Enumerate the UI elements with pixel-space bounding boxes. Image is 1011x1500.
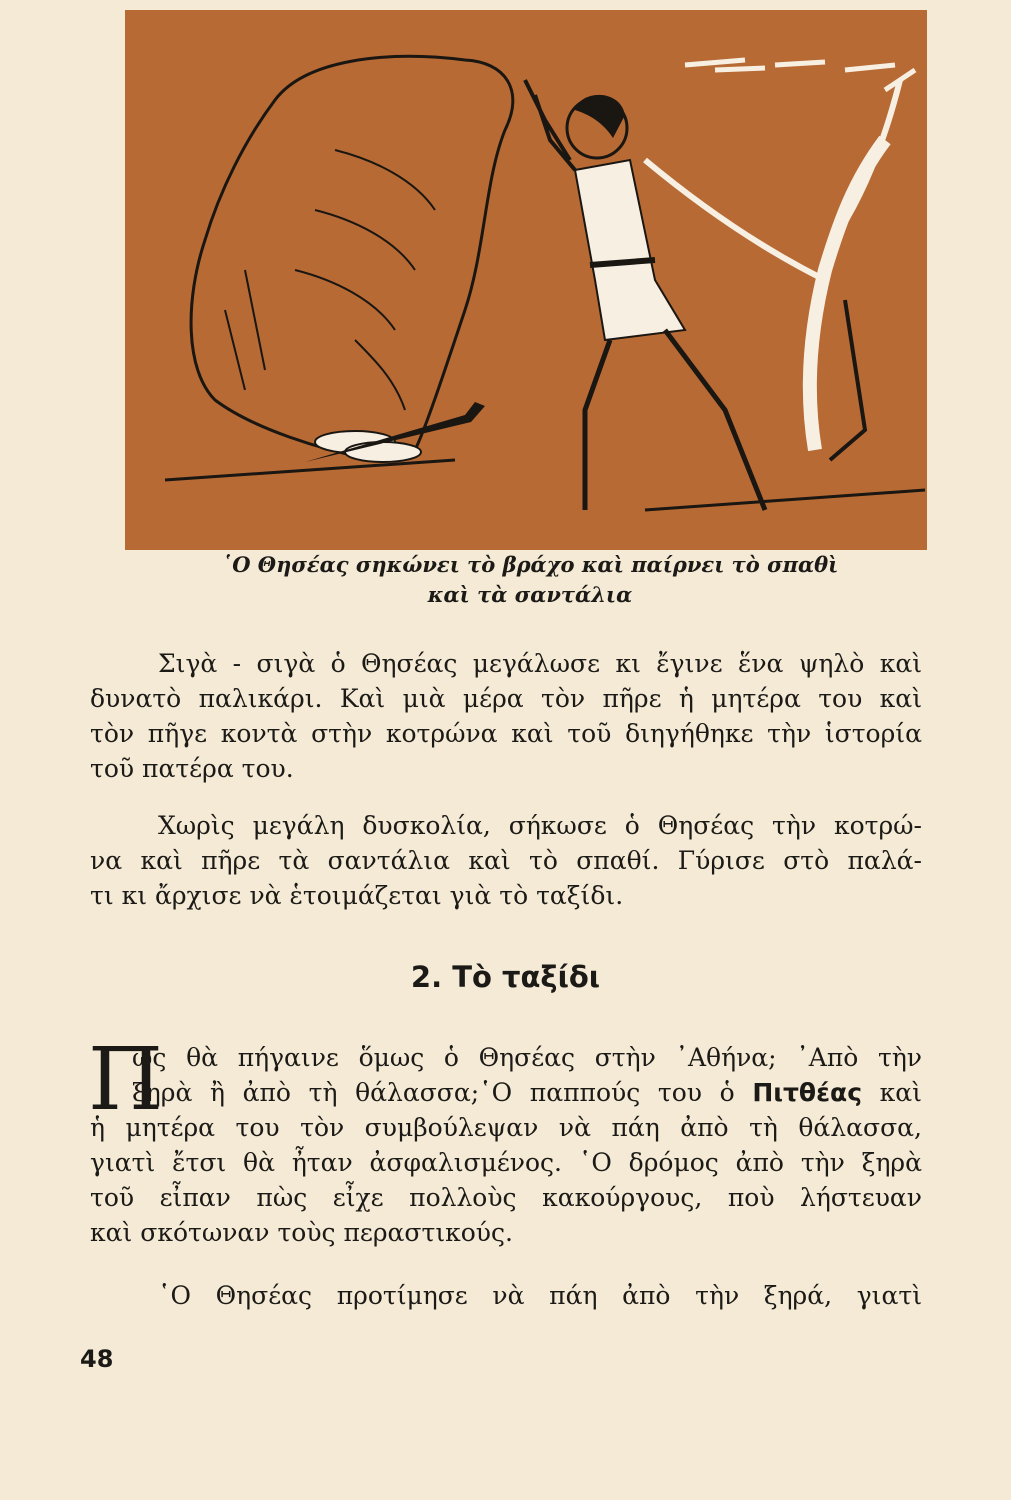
paragraph-line <box>90 1075 922 1110</box>
theseus-lifting-rock-illustration <box>125 10 927 550</box>
paragraph-line: Χωρὶς μεγάλη δυσκολία, σήκωσε ὁ Θησέας τὴν κοτρώ- <box>158 811 922 840</box>
paragraph-line: δυνατὸ παλικάρι. Καὶ μιὰ μέρα τὸν πῆρε ἡ μητέρα του καὶ <box>90 684 922 713</box>
illustration-drawing <box>125 10 927 550</box>
paragraph-line: τὸν πῆγε κοντὰ στὴν κοτρώνα καὶ τοῦ διηγήθηκε τὴν ἱστορία <box>90 719 922 748</box>
text-run: καὶ <box>862 1078 922 1107</box>
section-heading: 2. Τὸ ταξίδι <box>410 960 601 994</box>
paragraph-line: ῶς θὰ πήγαινε ὅμως ὁ Θησέας στὴν ᾿Αθήνα; ᾿Απὸ τὴν <box>132 1043 922 1072</box>
theseus-legs <box>585 330 765 510</box>
page-number: 48 <box>80 1345 114 1373</box>
paragraph-2 <box>90 808 922 913</box>
paragraph-line: Σιγὰ - σιγὰ ὁ Θησέας μεγάλωσε κι ἔγινε ἕνα ψηλὸ καὶ <box>158 649 922 678</box>
paragraph-1 <box>90 646 922 786</box>
paragraph-line: τοῦ πατέρα του. <box>90 754 294 783</box>
tree-leaves <box>685 60 915 90</box>
paragraph-line: ῾Ο Θησέας προτίμησε νὰ πάη ἀπὸ τὴν ξηρά, γιατὶ <box>158 1281 922 1310</box>
paragraph-line: ἡ μητέρα του τὸν συμβούλεψαν νὰ πάη ἀπὸ τὴ θάλασσα, <box>90 1113 922 1142</box>
paragraph-line: τοῦ εἶπαν πὼς εἶχε πολλοὺς κακούργους, ποὺ λήστευαν <box>90 1183 922 1212</box>
ground-line <box>165 460 455 480</box>
paragraph-line: γιατὶ ἔτσι θὰ ἦταν ἀσφαλισμένος. ῾Ο δρόμος ἀπὸ τὴν ξηρὰ <box>90 1148 922 1177</box>
boulder-shading <box>225 150 435 410</box>
drop-cap: Π <box>88 1030 163 1130</box>
theseus-tunic <box>575 160 685 340</box>
caption-line-1: ῾Ο Θησέας σηκώνει τὸ βράχο καὶ παίρνει τὸ σπαθὶ <box>221 552 839 577</box>
paragraph-line: να καὶ πῆρε τὰ σαντάλια καὶ τὸ σπαθί. Γύρισε στὸ παλά- <box>90 846 922 875</box>
tree-trunk <box>810 140 885 450</box>
name-pittheas: Πιτθέας <box>752 1078 863 1107</box>
paragraph-line: καὶ σκότωναν τοὺς περαστικούς. <box>90 1218 513 1247</box>
paragraph-line: τι κι ἄρχισε νὰ ἑτοιμάζεται γιὰ τὸ ταξίδι. <box>90 881 624 910</box>
caption-line-2: καὶ τὰ σαντάλια <box>427 582 633 607</box>
tree-branch-left <box>645 160 825 280</box>
text-run: ξηρὰ ἢ ἀπὸ τὴ θάλασσα;῾Ο παππούς του ὁ <box>132 1078 753 1107</box>
tree-shadow <box>830 300 865 460</box>
theseus-hair <box>575 95 625 138</box>
paragraph-3 <box>88 1030 922 1250</box>
sandal-right <box>345 442 421 462</box>
illustration-caption <box>130 550 930 610</box>
paragraph-4 <box>90 1278 922 1313</box>
boulder-shape <box>191 56 513 458</box>
ground-line-right <box>645 490 925 510</box>
